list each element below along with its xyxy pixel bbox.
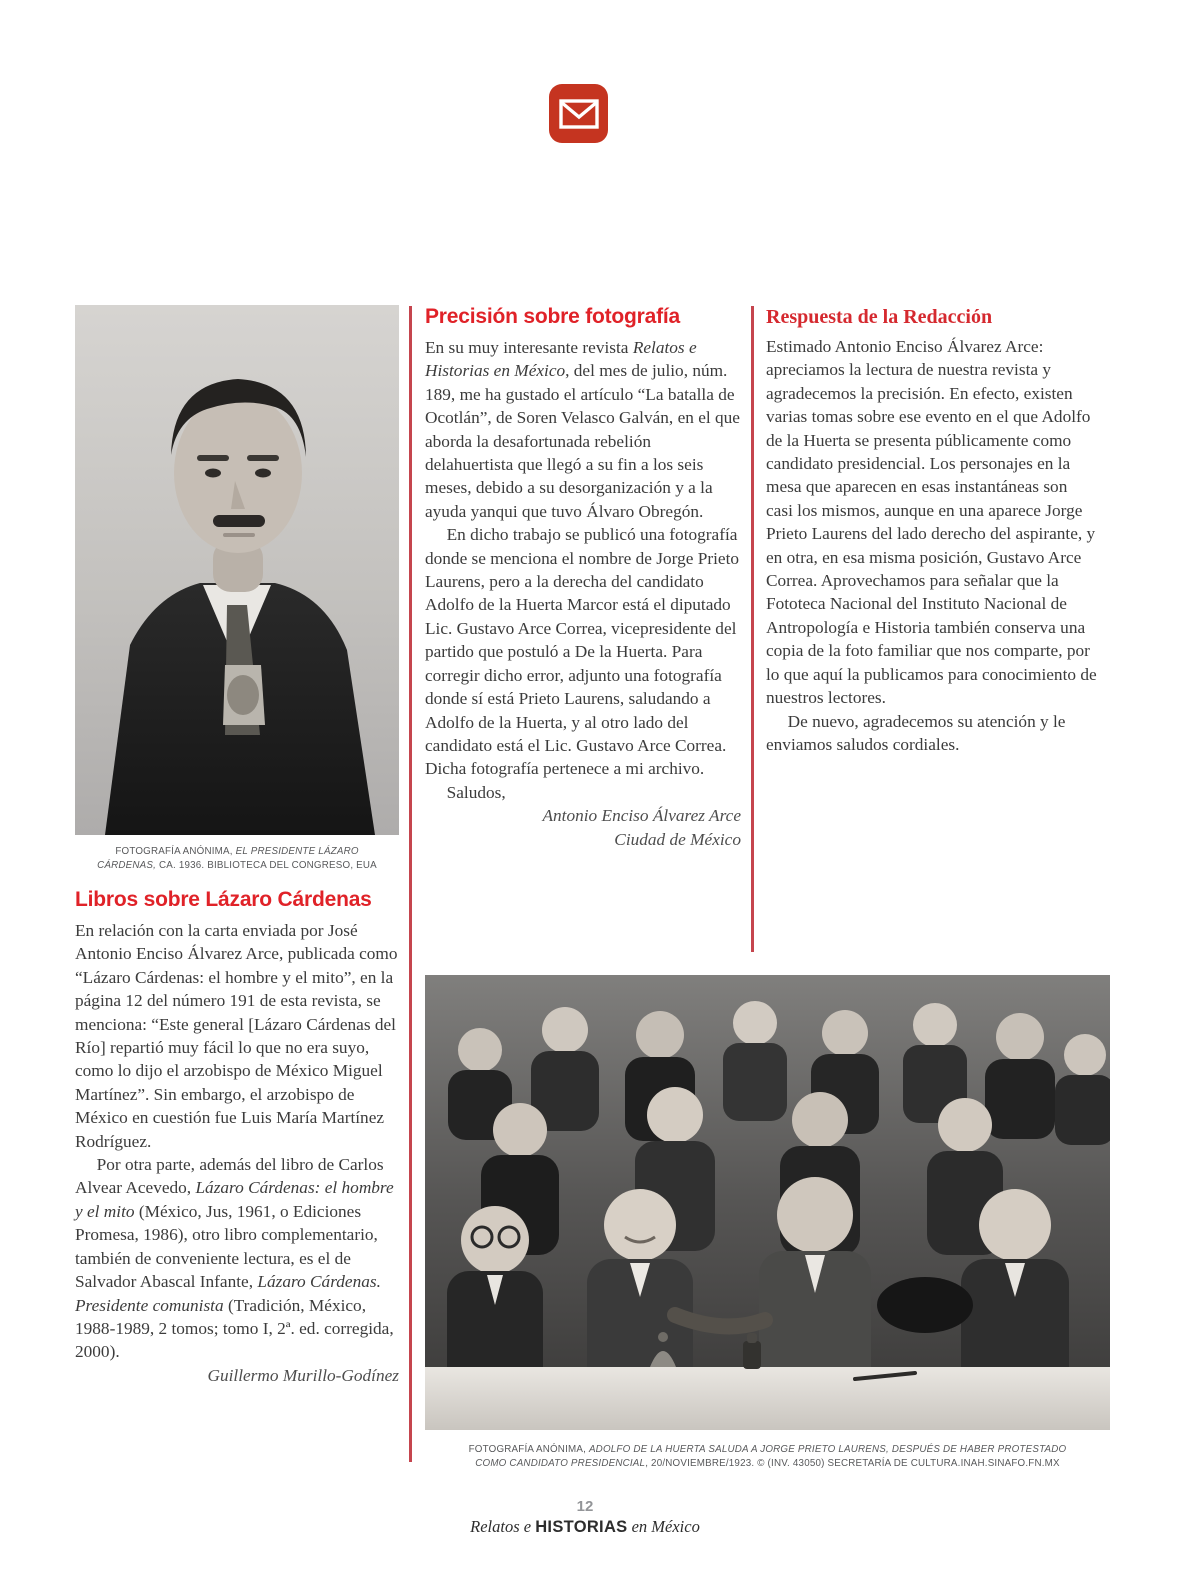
paragraph: De nuevo, agradecemos su atención y le enviamos saludos cordiales. bbox=[766, 711, 1066, 754]
middle-column-signature-city: Ciudad de México bbox=[614, 829, 741, 849]
section-heading-precision: Precisión sobre fotografía bbox=[425, 305, 681, 328]
column-divider-left bbox=[409, 306, 412, 1462]
portrait-photo bbox=[75, 305, 399, 835]
section-heading-libros: Libros sobre Lázaro Cárdenas bbox=[75, 888, 372, 911]
right-column-body bbox=[766, 335, 1098, 756]
section-heading-respuesta: Respuesta de la Redacción bbox=[766, 306, 993, 328]
magazine-title: Relatos e HISTORIAS en México bbox=[470, 1517, 700, 1536]
column-divider-right bbox=[751, 306, 754, 952]
middle-column-signature-name: Antonio Enciso Álvarez Arce bbox=[542, 806, 741, 826]
paragraph: Estimado Antonio Enciso Álvarez Arce: apreciamos la lectura de nuestra revista y agradecemos la precisión. En efecto, existen varias tomas sobre ese evento en el que Adolfo de la Huerta se presenta públicamente como candidato presidencial. Los personajes en la mesa que aparecen en esas instantáneas son casi los mismos, aunque en una aparece Jorge Prieto Laurens del lado derecho del aspirante, y en otra, en esa misma posición, Gustavo Arce Correa. Aprovechamos para señalar que la Fototeca Nacional del Instituto Nacional de Antropología e Historia también conserva una copia de la foto familiar que nos comparte, por lo que aquí la publicamos para conocimiento de nuestros lectores. bbox=[766, 337, 1097, 708]
paragraph: En dicho trabajo se publicó una fotografía donde se menciona el nombre de Jorge Prieto Laurens, pero a la derecha del candidato Adolfo de la Huerta Marcor está el diputado Lic. Gustavo Arce Correa, vicepresidente del partido que postuló a De la Huerta. Para corregir dicho error, adjunto una fotografía donde sí está Prieto Laurens, saludando a Adolfo de la Huerta, y al otro lado del candidato está el Lic. Gustavo Arce Correa. Dicha fotografía pertenece a mi archivo. bbox=[425, 525, 740, 779]
paragraph: En su muy interesante revista Relatos e Historias en México, del mes de julio, núm. 189, me ha gustado el artículo “La batalla de Ocotlán”, de Soren Velasco Galván, en el que aborda la desafortunada rebelión delahuertista que llegó a su fin a los seis meses, debido a su desorganización y a la ayuda yanqui que tuvo Álvaro Obregón. bbox=[425, 338, 740, 521]
left-column-section bbox=[75, 888, 399, 1387]
left-column-signature: Guillermo Murillo-Godínez bbox=[207, 1365, 399, 1385]
left-column-body bbox=[75, 919, 399, 1364]
paragraph: Por otra parte, además del libro de Carlos Alvear Acevedo, Lázaro Cárdenas: el hombre y el mito (México, Jus, 1961, o Ediciones Promesa, 1986), otro libro complementario, también de conveniente lectura, es el de Salvador Abascal Infante, Lázaro Cárdenas. Presidente comunista (Tradición, México, 1988-1989, 2 tomos; tomo I, 2ª. ed. corregida, 2000). bbox=[75, 1155, 394, 1362]
envelope-icon bbox=[549, 84, 608, 143]
group-photo bbox=[425, 975, 1110, 1430]
group-photo-illustration bbox=[425, 975, 1110, 1430]
page-number: 12 bbox=[576, 1498, 594, 1515]
paragraph: Saludos, bbox=[446, 782, 506, 802]
middle-column-body bbox=[425, 336, 741, 804]
group-photo-caption: FOTOGRAFÍA ANÓNIMA, ADOLFO DE LA HUERTA SALUDA A JORGE PRIETO LAURENS, DESPUÉS DE HABER PROTESTADO COMO CANDIDATO PRESIDENCIAL, 20/NOVIEMBRE/1923. © (INV. 43050) SECRETARÍA DE CULTURA.INAH.SINAFO.FN.MX bbox=[468, 1444, 1067, 1469]
paragraph: En relación con la carta enviada por José Antonio Enciso Álvarez Arce, publicada como “Lázaro Cárdenas: el hombre y el mito”, en la página 12 del número 191 de esta revista, se menciona: “Este general [Lázaro Cárdenas del Río] repartió muy fácil lo que no era suyo, como lo dijo el arzobispo de México Miguel Martínez”. Sin embargo, el arzobispo de México en cuestión fue Luis María Martínez Rodríguez. bbox=[75, 921, 398, 1151]
envelope-glyph bbox=[558, 96, 600, 132]
right-column bbox=[766, 305, 1098, 756]
portrait-photo-caption: FOTOGRAFÍA ANÓNIMA, EL PRESIDENTE LÁZARO CÁRDENAS, CA. 1936. BIBLIOTECA DEL CONGRESO, EUA bbox=[97, 846, 377, 871]
middle-column bbox=[425, 305, 741, 851]
portrait-illustration bbox=[75, 305, 399, 835]
page-footer bbox=[0, 1498, 1170, 1537]
